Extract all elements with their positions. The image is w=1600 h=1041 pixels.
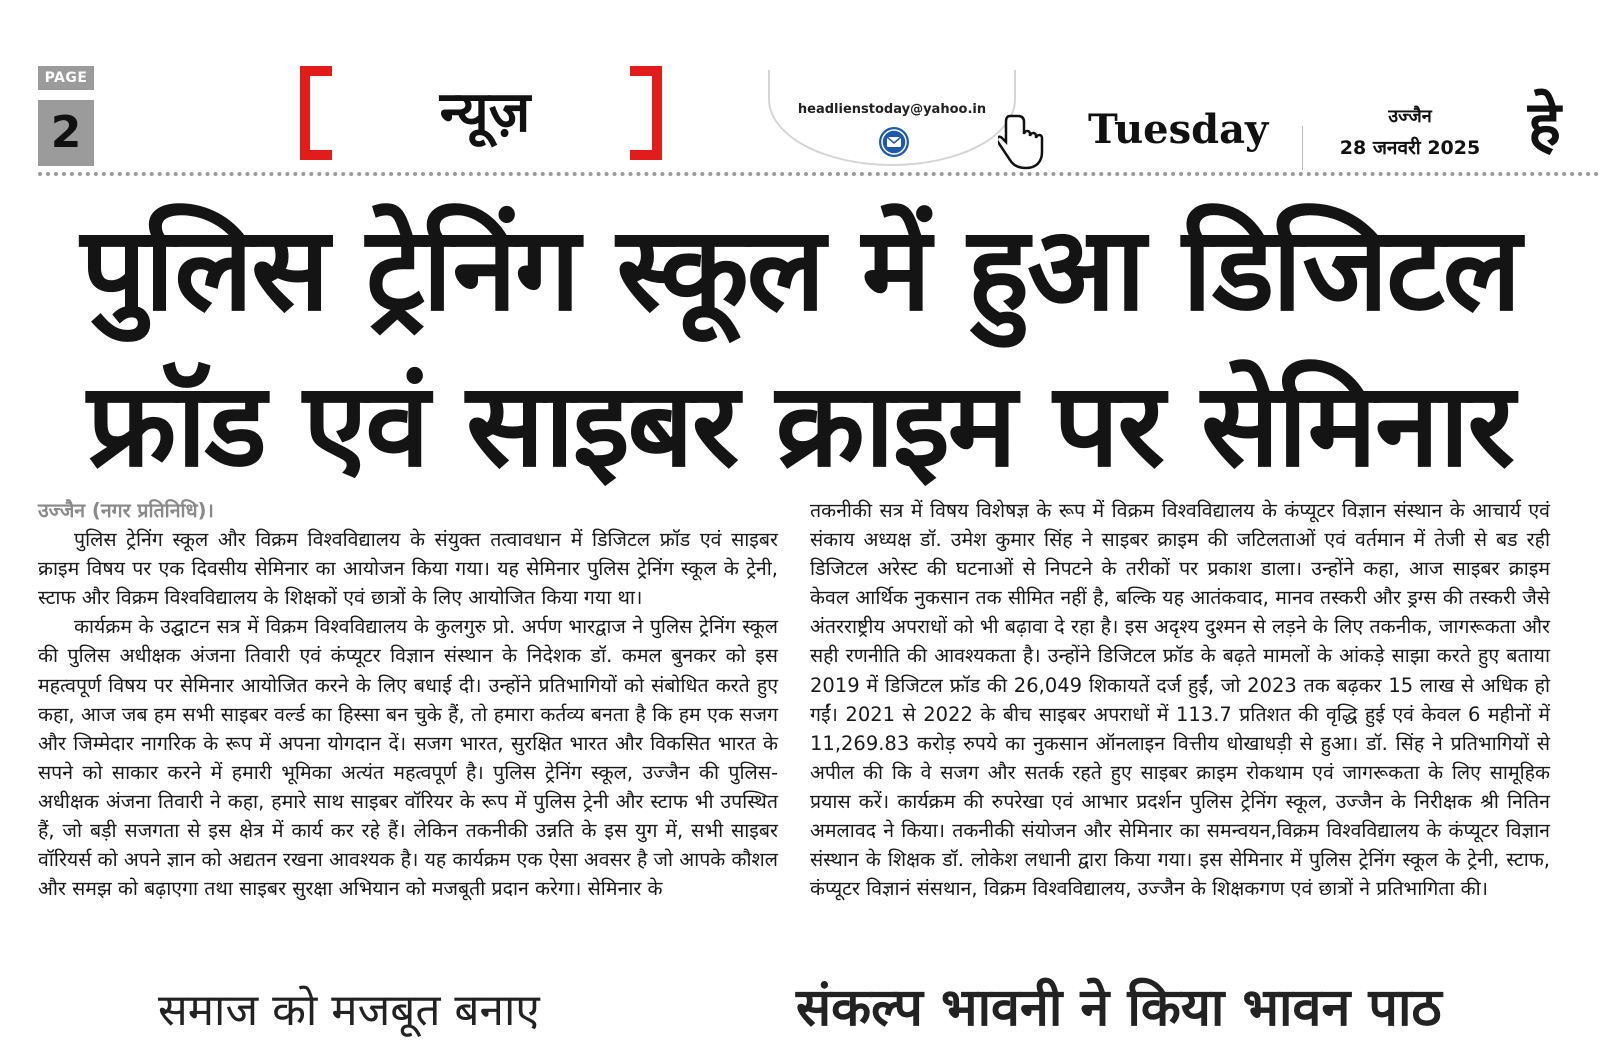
left-bracket [300,66,332,160]
edge-text: हे [1528,87,1561,160]
page-label: PAGE [38,66,94,90]
headline-line-1: पुलिस ट्रेनिंग स्कूल में हुआ डिजिटल [80,202,1520,337]
article-column-left [38,496,778,903]
page-badge [38,66,94,166]
next-article-heading-left: समाज को मजबूत बनाए [158,985,540,1036]
section-title: न्यूज़ [439,80,531,145]
byline: उज्जैन (नगर प्रतिनिधि)। [38,499,214,522]
date-label: 28 जनवरी 2025 [1339,137,1481,159]
article-paragraph: तकनीकी सत्र में विषय विशेषज्ञ के रूप में विक्रम विश्वविद्यालय के कंप्यूटर विज्ञान संस्थान के आचार्य एवं संकाय अध्यक्ष डॉ. उमेश कुमार सिंह ने साइबर क्राइम की जटिलताओं एवं वर्तमान में तेजी से बड रही डिजिटल अरेस्ट की घटनाओं से निपटने के तरीकों पर प्रकाश डाला। उन्होंने कहा, आज साइबर क्राइम केवल आर्थिक नुकसान तक सीमित नहीं है, बल्कि यह आतंकवाद, मानव तस्करी और ड्रग्स की तस्करी जैसे अंतरराष्ट्रीय अपराधों को भी बढ़ावा दे रहा है। इस अदृश्य दुश्मन से लड़ने के लिए तकनीक, जागरूकता और सही रणनीति की आवश्यकता है। उन्होंने डिजिटल फ्रॉड के बढ़ते मामलों के आंकड़े साझा करते हुए बताया 2019 में डिजिटल फ्रॉड की 26,049 शिकायतें दर्ज हुईं, जो 2023 तक बढ़कर 15 लाख से अधिक हो गईं। 2021 से 2022 के बीच साइबर अपराधों में 113.7 प्रतिशत की वृद्धि हुई एवं केवल 6 महीनों में 11,269.83 करोड़ रुपये का नुकसान ऑनलाइन वित्तीय धोखाधड़ी से हुआ। डॉ. सिंह ने प्रतिभागियों से अपील की कि वे सजग और सतर्क रहते हुए साइबर क्राइम रोकथाम एवं जागरूकता के लिए सामूहिक प्रयास करें। कार्यक्रम की रुपरेखा एवं आभार प्रदर्शन पुलिस ट्रेनिंग स्कूल, उज्जैन के निरीक्षक श्री नितिन अमलावद ने किया। तकनीकी संयोजन और सेमिनार का समन्वयन,विक्रम विश्वविद्यालय के कंप्यूटर विज्ञान संस्थान के शिक्षक डॉ. लोकेश लधानी द्वारा किया गया। इस सेमिनार में पुलिस ट्रेनिंग स्कूल के ट्रेनी, स्टाफ, कंप्यूटर विज्ञानं संसथान, विक्रम विश्वविद्यालय, उज्जैन के शिक्षकगण एवं छात्रों ने प्रतिभागिता की। [810,499,1550,901]
dotted-separator [38,172,1600,176]
masthead-divider [1302,126,1303,170]
article-column-right [810,496,1550,903]
pointing-hand-icon [998,112,1050,172]
next-article-heading-right: संकल्प भावनी ने किया भावन पाठ [796,978,1442,1038]
article-paragraph: कार्यक्रम के उद्घाटन सत्र में विक्रम विश्वविद्यालय के कुलगुरु प्रो. अर्पण भारद्वाज ने पुलिस ट्रेनिंग स्कूल की पुलिस अधीक्षक अंजना तिवारी एवं कंप्यूटर विज्ञान संस्थान के निदेशक डॉ. कमल बुनकर को इस महत्वपूर्ण विषय पर सेमिनार आयोजित करने के लिए बधाई दी। उन्होंने प्रतिभागियों को संबोधित करते हुए कहा, आज जब हम सभी साइबर वर्ल्ड का हिस्सा बन चुके हैं, तो हमारा कर्तव्य बनता है कि हम एक सजग और जिम्मेदार नागरिक के रूप में अपना योगदान दें। सजग भारत, सुरक्षित भारत और विकसित भारत के सपने को साकार करने में हमारी भूमिका अत्यंत महत्वपूर्ण है। पुलिस ट्रेनिंग स्कूल, उज्जैन की पुलिस-अधीक्षक अंजना तिवारी ने कहा, हमारे साथ साइबर वॉरियर के रूप में पुलिस ट्रेनी और स्टाफ भी उपस्थित हैं, जो बड़ी सजगता से इस क्षेत्र में कार्य कर रहे हैं। लेकिन तकनीकी उन्नति के इस युग में, सभी साइबर वॉरियर्स को अपने ज्ञान को अद्यतन रखना आवश्यक है। यह कार्यक्रम एक ऐसा अवसर है जो आपके कौशल और समझ को बढ़ाएगा तथा साइबर सुरक्षा अभियान को मजबूती प्रदान करेगा। सेमिनार के [38,615,778,901]
email-box [768,70,1016,166]
day-label: Tuesday [1088,106,1269,153]
mail-icon[interactable] [878,126,910,158]
page-number: 2 [38,100,94,166]
article-paragraph: पुलिस ट्रेनिंग स्कूल और विक्रम विश्वविद्यालय के संयुक्त तत्वावधान में डिजिटल फ्रॉड एवं साइबर क्राइम विषय पर एक दिवसीय सेमिनार का आयोजन किया गया। यह सेमिनार पुलिस ट्रेनिंग स्कूल के ट्रेनी, स्टाफ और विक्रम विश्वविद्यालय के शिक्षकों एवं छात्रों के लिए आयोजित किया गया था। [38,528,778,610]
city-label: उज्जैन [1388,106,1432,127]
headline-line-2: फ्रॉड एवं साइबर क्राइम पर सेमिनार [87,358,1513,493]
email-address[interactable]: headlienstoday@yahoo.in [797,102,987,117]
right-bracket [630,66,662,160]
